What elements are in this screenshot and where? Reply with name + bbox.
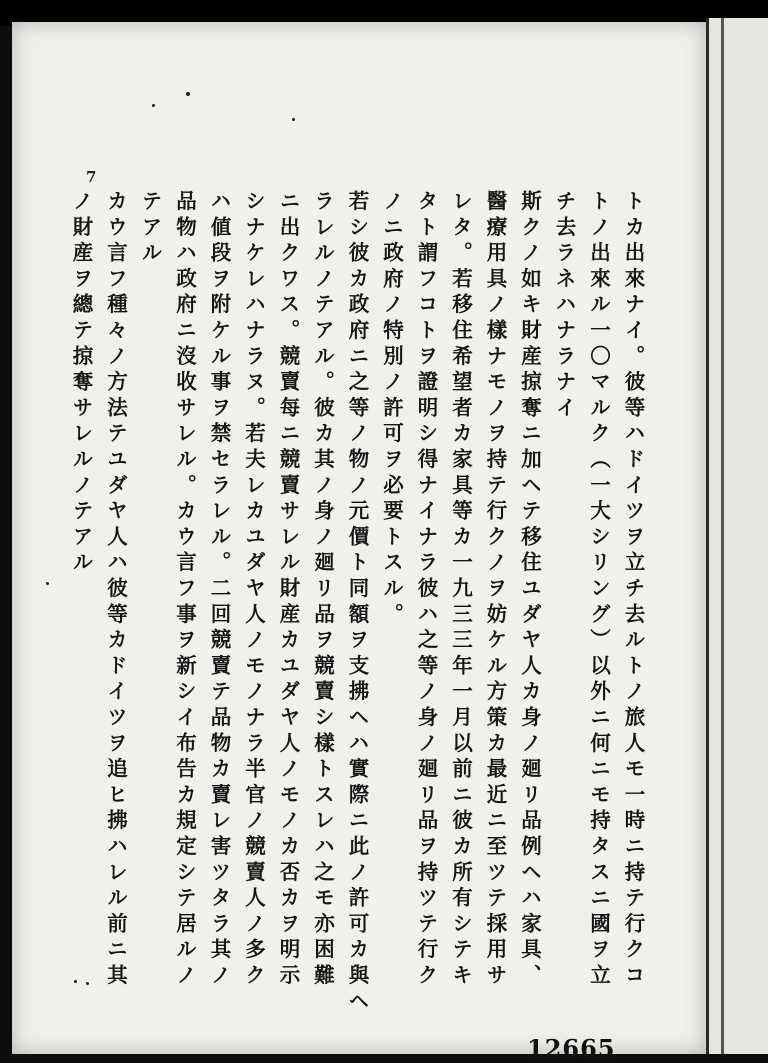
adjacent-page-edge (706, 18, 768, 1054)
scan-speck (46, 582, 49, 585)
vertical-body-text: トカ出來ナイ。彼等ハドイツヲ立チ去ルトノ旅人モ一時ニ持テ行クコ トノ出來ル一〇マルク（一大シリング）以外ニ何ニモ持タスニ國ヲ立 チ去ラネハナラナイ 斯クノ如キ財産掠奪ニ加ヘテ移住ユダヤ人カ身ノ廻リ品例ヘハ家具、 醫療用具ノ樣ナモノヲ持テ行クノヲ妨ケル方策カ最近ニ至ツテ採用サ レタ。若移住希望者カ家具等カ一九三三年一月以前ニ彼カ所有シテキ タト謂フコトヲ證明シ得ナイナラ彼ハ之等ノ身ノ廻リ品ヲ持ツテ行ク ノニ政府ノ特別ノ許可ヲ必要トスル。 若シ彼カ政府ニ之等ノ物ノ元價ト同額ヲ支拂ヘハ實際ニ此ノ許可カ與ヘ ラレルノテアル。彼カ其ノ身ノ廻リ品ヲ競賣シ樣トスレハ之モ亦困難 ニ出クワス。競賣每ニ競賣サレル財産カユダヤ人ノモノカ否カヲ明示 シナケレハナラヌ。若夫レカユダヤ人ノモノナラ半官ノ競賣人ノ多ク ハ値段ヲ附ケル事ヲ禁セラレル。二回競賣テ品物カ賣レ害ツタラ其ノ 品物ハ政府ニ沒收サレル。カウ言フ事ヲ新シイ布告カ規定シテ居ルノ テアル カウ言フ種々ノ方法テユダヤ人ハ彼等カドイツヲ追ヒ拂ハレル前ニ其 ノ財産ヲ總テ掠奪サレルノテアル (69, 190, 645, 1016)
page-edge-line (721, 18, 724, 1054)
scan-speck (74, 980, 77, 983)
document-page (12, 22, 706, 1063)
scan-speck (86, 982, 89, 985)
scan-speck (186, 92, 190, 96)
scan-speck (152, 104, 155, 107)
footer-document-number: 12665 (527, 1034, 616, 1063)
page-number: 7 (86, 168, 97, 186)
scan-speck (292, 118, 295, 121)
